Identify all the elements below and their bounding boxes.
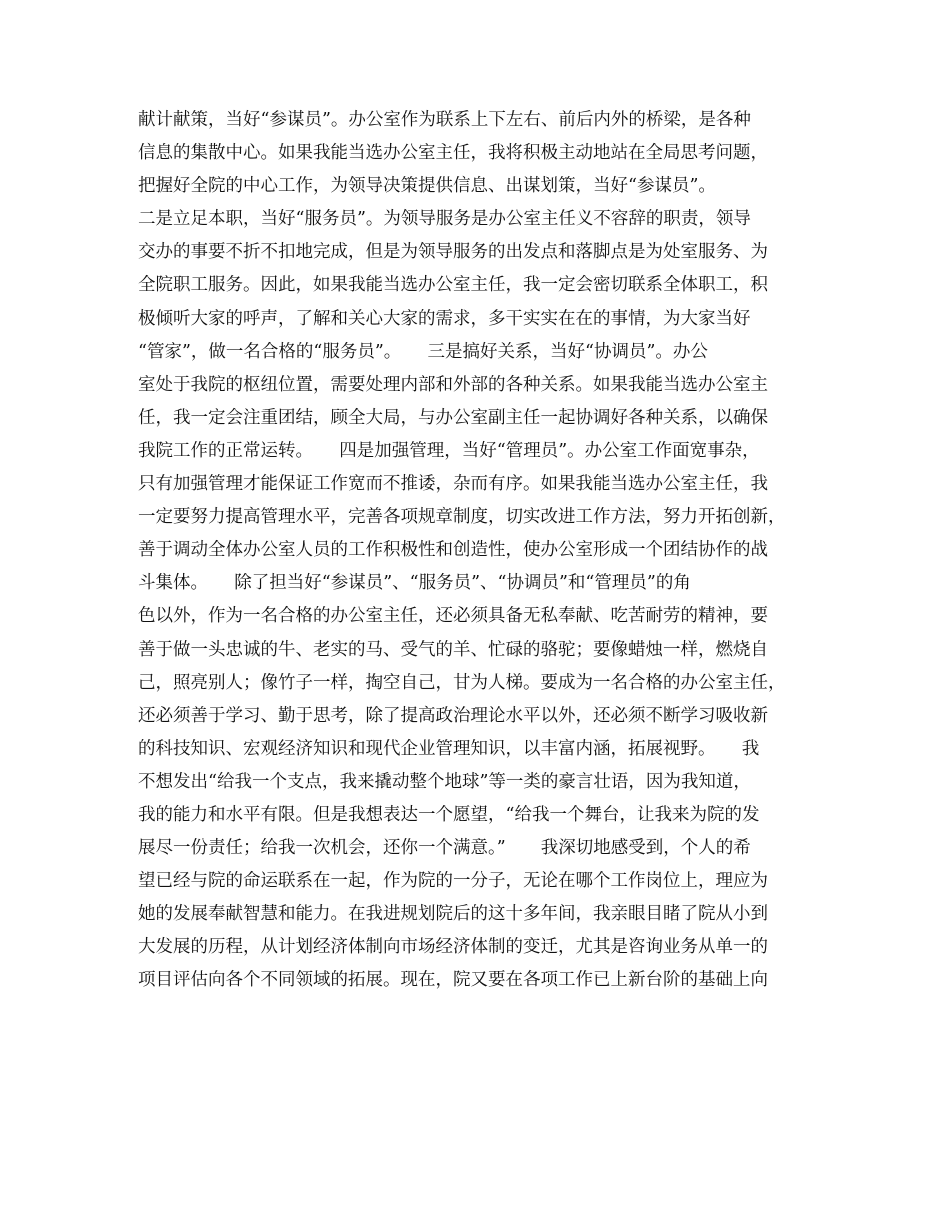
text-line: 项目评估向各个不同领域的拓展。现在，院又要在各项工作已上新台阶的基础上向 [138,970,768,991]
text-line: 的科技知识、宏观经济知识和现代企业管理知识，以丰富内涵，拓展视野。 我 [138,738,760,759]
text-line: 不想发出“给我一个支点，我来撬动整个地球”等一类的豪言壮语，因为我知道， [138,771,751,792]
text-line: 斗集体。 除了担当好“参谋员”、“服务员”、“协调员”和“管理员”的角 [138,573,691,594]
text-line: 交办的事要不折不扣地完成，但是为领导服务的出发点和落脚点是为处室服务、为 [138,242,768,263]
text-line: 把握好全院的中心工作，为领导决策提供信息、出谋划策，当好“参谋员”。 [138,176,716,197]
text-line: 极倾听大家的呼声，了解和关心大家的需求，多干实实在在的事情，为大家当好 [138,308,751,329]
text-line: 我的能力和水平有限。但是我想表达一个愿望，“给我一个舞台，让我来为院的发 [138,804,760,825]
text-line: 大发展的历程，从计划经济体制向市场经济体制的变迁，尤其是咨询业务从单一的 [138,937,768,958]
text-line: 色以外，作为一名合格的办公室主任，还必须具备无私奉献、吃苦耐劳的精神，要 [138,606,768,627]
text-line: 善于调动全体办公室人员的工作积极性和创造性，使办公室形成一个团结协作的战 [138,540,768,561]
text-line: 二是立足本职，当好“服务员”。为领导服务是办公室主任义不容辞的职责，领导 [138,209,751,230]
text-line: 展尽一份责任；给我一次机会，还你一个满意。” 我深切地感受到，个人的希 [138,838,751,859]
text-line: 任，我一定会注重团结，顾全大局，与办公室副主任一起协调好各种关系，以确保 [138,407,768,428]
text-line: 我院工作的正常运转。 四是加强管理，当好“管理员”。办公室工作面宽事杂， [138,440,760,461]
text-line: 室处于我院的枢纽位置，需要处理内部和外部的各种关系。如果我能当选办公室主 [138,374,768,395]
text-line: 她的发展奉献智慧和能力。在我进规划院后的这十多年间，我亲眼目睹了院从小到 [138,904,768,925]
text-line: 献计献策，当好“参谋员”。办公室作为联系上下左右、前后内外的桥梁，是各种 [138,110,751,130]
text-line: 善于做一头忠诚的牛、老实的马、受气的羊、忙碌的骆驼；要像蜡烛一样，燃烧自 [138,639,768,660]
text-line: 还必须善于学习、勤于思考，除了提高政治理论水平以外，还必须不断学习吸收新 [138,705,768,726]
text-line: “管家”，做一名合格的“服务员”。 三是搞好关系，当好“协调员”。办公 [138,341,708,362]
text-line: 全院职工服务。因此，如果我能当选办公室主任，我一定会密切联系全体职工，积 [138,275,768,296]
text-line: 望已经与院的命运联系在一起，作为院的一分子，无论在哪个工作岗位上，理应为 [138,871,768,892]
text-line: 信息的集散中心。如果我能当选办公室主任，我将积极主动地站在全局思考问题， [138,143,768,164]
text-line: 只有加强管理才能保证工作宽而不推诿，杂而有序。如果我能当选办公室主任，我 [138,474,768,495]
text-line: 己，照亮别人；像竹子一样，掏空自己，甘为人梯。要成为一名合格的办公室主任， [138,672,786,693]
body-text [138,104,818,998]
text-line: 一定要努力提高管理水平，完善各项规章制度，切实改进工作方法，努力开拓创新， [138,507,786,528]
